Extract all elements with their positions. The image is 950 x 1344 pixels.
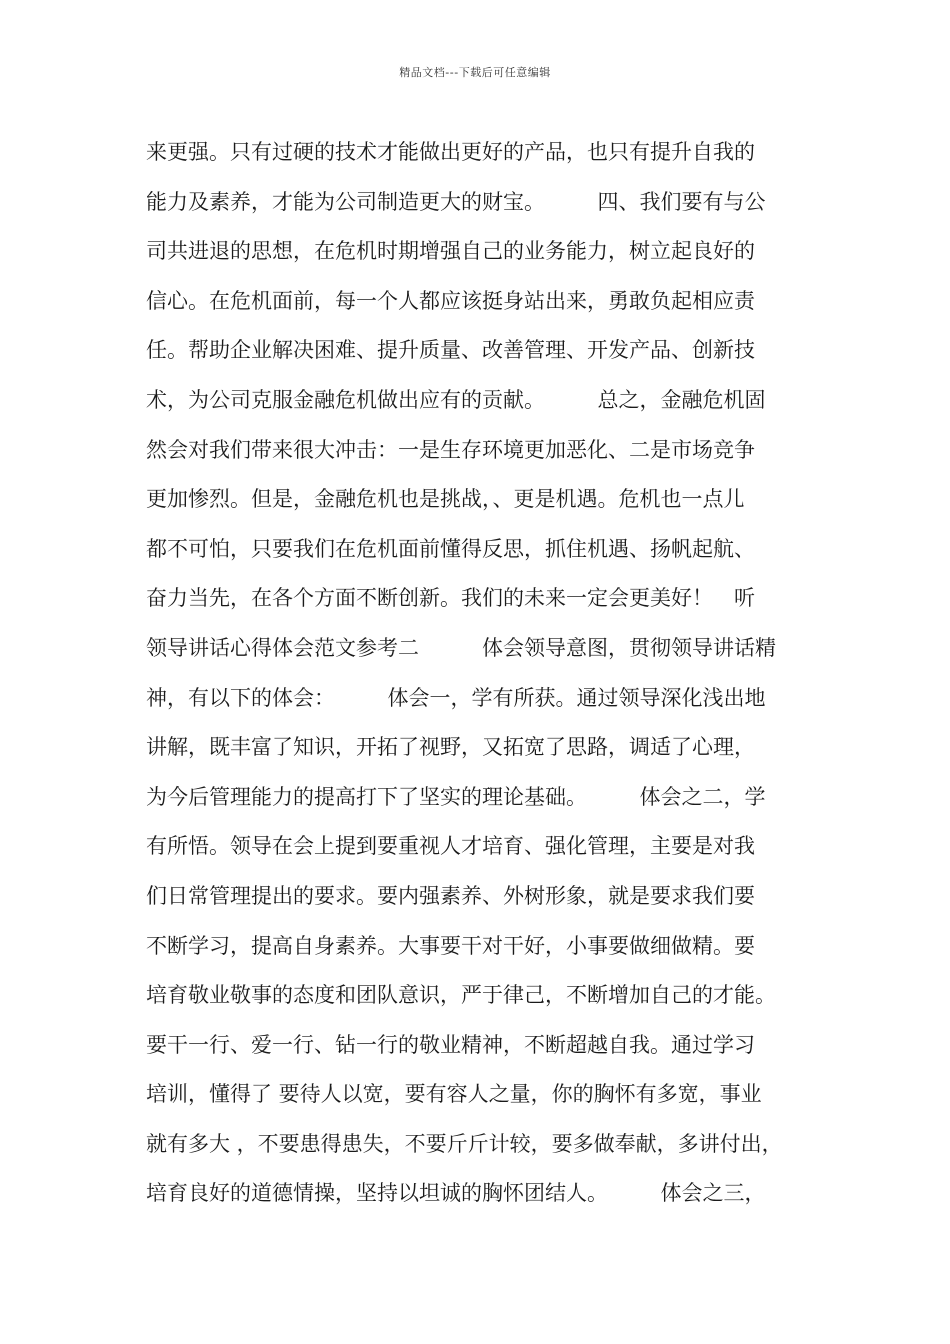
document-body bbox=[146, 128, 826, 1219]
text-line: 培训，懂得了 要待人以宽，要有容人之量，你的胸怀有多宽，事业 bbox=[146, 1082, 762, 1107]
text-line: 来更强。只有过硬的技术才能做出更好的产品，也只有提升自我的 bbox=[146, 140, 755, 164]
page-header: 精品文档---下载后可任意编辑 bbox=[399, 66, 551, 79]
text-line: 信心。在危机面前，每一个人都应该挺身站出来，勇敢负起相应责 bbox=[146, 288, 755, 313]
text-line: 要干一行、爱一行、钻一行的敬业精神，不断超越自我。通过学习 bbox=[146, 1032, 755, 1057]
text-line: 更加惨烈。但是，金融危机也是挑战，、更是机遇。危机也一点儿 bbox=[146, 487, 745, 512]
text-line: 们日常管理提出的要求。要内强素养、外树形象，就是要求我们要 bbox=[146, 883, 755, 908]
text-line: 神，有以下的体会： 体会一，学有所获。通过领导深化浅出地 bbox=[146, 685, 766, 710]
text-line: 能力及素养，才能为公司制造更大的财宝。 四、我们要有与公 bbox=[146, 189, 766, 214]
text-line: 术，为公司克服金融危机做出应有的贡献。 总之，金融危机固 bbox=[146, 387, 766, 412]
text-line: 然会对我们带来很大冲击：一是生存环境更加恶化、二是市场竞争 bbox=[146, 437, 755, 462]
text-line: 培育良好的道德情操，坚持以坦诚的胸怀团结人。 体会之三， bbox=[146, 1181, 766, 1206]
text-line: 都不可怕，只要我们在危机面前懂得反思，抓住机遇、扬帆起航、 bbox=[146, 536, 755, 561]
text-line: 为今后管理能力的提高打下了坚实的理论基础。 体会之二，学 bbox=[146, 784, 766, 809]
text-line: 领导讲话心得体会范文参考二 体会领导意图，贯彻领导讲话精 bbox=[146, 635, 776, 660]
text-line: 讲解，既丰富了知识，开拓了视野，又拓宽了思路，调适了心理， bbox=[146, 735, 755, 760]
text-line: 任。帮助企业解决困难、提升质量、改善管理、开发产品、创新技 bbox=[146, 338, 755, 363]
text-line: 司共进退的思想，在危机时期增强自己的业务能力，树立起良好的 bbox=[146, 239, 755, 264]
text-line: 培育敬业敬事的态度和团队意识，严于律己，不断增加自己的才能。 bbox=[146, 983, 776, 1008]
text-line: 就有多大 ，不要患得患失，不要斤斤计较，要多做奉献，多讲付出， bbox=[146, 1131, 783, 1156]
text-line: 有所悟。领导在会上提到要重视人才培育、强化管理，主要是对我 bbox=[146, 834, 755, 859]
text-line: 不断学习，提高自身素养。大事要干对干好，小事要做细做精。要 bbox=[146, 933, 755, 958]
text-line: 奋力当先，在各个方面不断创新。我们的未来一定会更美好！ 听 bbox=[146, 586, 755, 611]
